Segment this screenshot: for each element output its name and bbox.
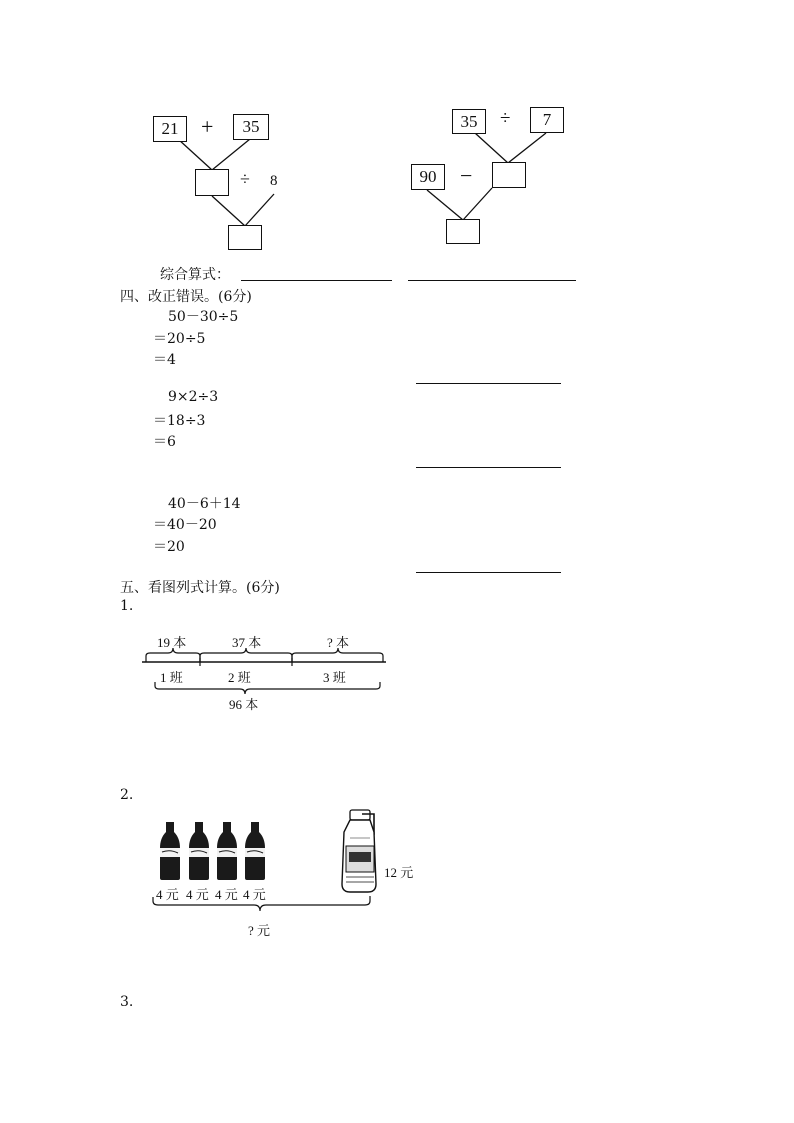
s5-q2-number: 2. [120, 787, 134, 803]
s5-q1-total-label: 96 本 [229, 697, 259, 712]
tree-left-divisor: 8 [270, 173, 278, 189]
tree-right-box-b: 7 [530, 107, 564, 133]
s5-q1-top-label-2: 37 本 [232, 635, 262, 650]
tree-left-divide-sign: ÷ [240, 169, 250, 189]
s5-q2-bottle-price-3: 4 元 [215, 887, 238, 902]
s5-q1-top-label-3: ? 本 [327, 635, 350, 650]
s5-q1-top-label-1: 19 本 [157, 635, 187, 650]
section4-title: 四、改正错误。(6分) [120, 289, 252, 305]
s5-q1-number: 1. [120, 598, 134, 614]
section5-title: 五、看图列式计算。(6分) [120, 580, 280, 596]
jug-icon [342, 810, 376, 892]
s4-p1-line1: 50－30÷5 [168, 309, 239, 325]
s4-p3-line1: 40－6＋14 [168, 496, 241, 512]
s4-p1-line3: ＝4 [153, 352, 176, 368]
s4-p2-line3: ＝6 [153, 434, 176, 450]
bottle-icon [189, 822, 209, 880]
combined-formula-label: 综合算式： [160, 267, 230, 283]
tree-left-box-a: 21 [153, 116, 187, 142]
tree-left-plus-sign: + [201, 114, 214, 139]
bottle-icon [245, 822, 265, 880]
tree-right-box-a: 35 [452, 109, 486, 134]
s5-q2-bottle-price-4: 4 元 [243, 887, 266, 902]
s5-q1-bottom-label-3: 3 班 [323, 670, 346, 685]
s5-q2-total-label: ? 元 [248, 923, 271, 938]
tree-right-divide-sign: ÷ [500, 108, 511, 129]
bottle-icon [217, 822, 237, 880]
s5-q2-bottle-price-1: 4 元 [156, 887, 179, 902]
s4-p2-line1: 9×2÷3 [168, 389, 219, 405]
s4-p1-line2: ＝20÷5 [153, 331, 206, 347]
s4-p2-line2: ＝18÷3 [153, 413, 206, 429]
s5-q1-bottom-label-1: 1 班 [160, 670, 183, 685]
bottle-icon [160, 822, 180, 880]
s5-q3-number: 3. [120, 994, 134, 1010]
tree-left-box-b: 35 [233, 114, 269, 140]
tree-right-minus-sign: − [460, 163, 473, 188]
s5-q2-bottle-price-2: 4 元 [186, 887, 209, 902]
s4-p3-line2: ＝40－20 [153, 517, 217, 533]
s5-q1-bottom-label-2: 2 班 [228, 670, 251, 685]
s5-q2-jug-price: 12 元 [384, 865, 414, 880]
tree-right-box-c: 90 [411, 164, 445, 190]
s4-p3-line3: ＝20 [153, 539, 185, 555]
